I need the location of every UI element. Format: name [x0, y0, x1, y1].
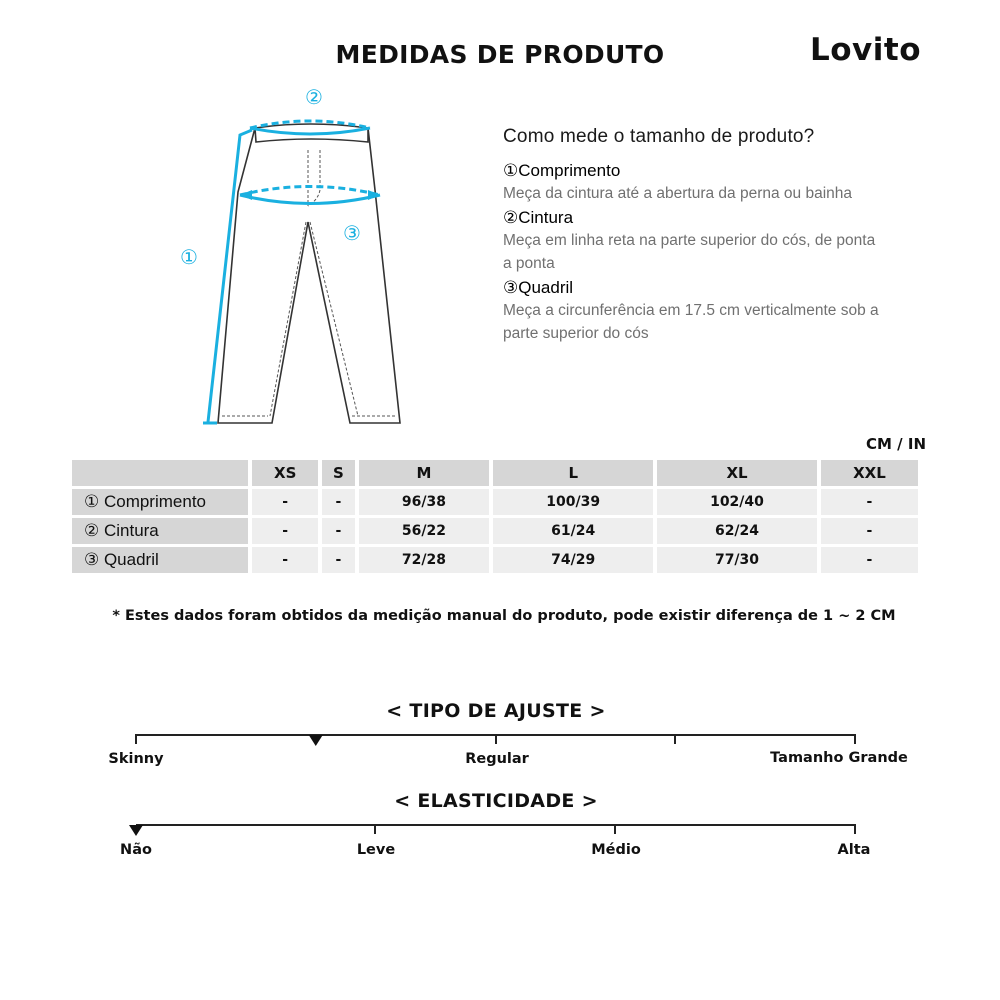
- table-cell: 74/29: [493, 547, 653, 573]
- table-cell: -: [821, 547, 918, 573]
- elasticity-label-high: Alta: [837, 842, 871, 858]
- instruction-title: ②Cintura: [503, 208, 574, 227]
- instruction-length: [503, 160, 883, 205]
- size-header-row: [72, 460, 918, 486]
- length-marker: ①: [180, 245, 198, 269]
- size-header: XXL: [821, 460, 918, 486]
- table-cell: 62/24: [657, 518, 817, 544]
- size-header: S: [322, 460, 354, 486]
- fit-label-regular: Regular: [465, 751, 529, 767]
- table-cell: 102/40: [657, 489, 817, 515]
- pants-outline: [218, 124, 400, 423]
- table-cell: 77/30: [657, 547, 817, 573]
- instruction-hip: [503, 277, 883, 345]
- table-corner-cell: [72, 460, 248, 486]
- fit-label-skinny: Skinny: [108, 751, 164, 767]
- table-cell: 96/38: [359, 489, 490, 515]
- fit-title: < TIPO DE AJUSTE >: [386, 700, 606, 722]
- waist-marker: ②: [305, 85, 323, 109]
- instruction-description: Meça a circunferência em 17.5 cm verticalmente sob a parte superior do cós: [503, 302, 879, 342]
- table-cell: -: [821, 489, 918, 515]
- brand-logo: Lovito: [810, 32, 922, 68]
- measurement-note: * Estes dados foram obtidos da medição manual do produto, pode existir diferença de 1 ~ 2 CM: [112, 608, 896, 624]
- table-row: [72, 489, 918, 515]
- row-label: ① Comprimento: [72, 489, 248, 515]
- table-cell: -: [322, 518, 354, 544]
- table-cell: -: [821, 518, 918, 544]
- page-title: MEDIDAS DE PRODUTO: [335, 40, 665, 69]
- size-table: [68, 457, 922, 576]
- unit-label: CM / IN: [866, 435, 926, 453]
- pants-illustration: [160, 80, 420, 440]
- elasticity-label-light: Leve: [356, 842, 396, 858]
- elasticity-title: < ELASTICIDADE >: [394, 790, 598, 812]
- instruction-description: Meça em linha reta na parte superior do cós, de ponta a ponta: [503, 232, 876, 272]
- table-row: [72, 547, 918, 573]
- table-cell: -: [322, 547, 354, 573]
- table-cell: -: [252, 489, 318, 515]
- hip-marker: ③: [343, 221, 361, 245]
- table-cell: -: [252, 518, 318, 544]
- row-label: ③ Quadril: [72, 547, 248, 573]
- instructions-heading: Como mede o tamanho de produto?: [503, 126, 815, 147]
- table-cell: 100/39: [493, 489, 653, 515]
- table-cell: 61/24: [493, 518, 653, 544]
- size-header: XL: [657, 460, 817, 486]
- instruction-title: ③Quadril: [503, 278, 574, 297]
- size-header: M: [359, 460, 490, 486]
- instruction-title: ①Comprimento: [503, 161, 621, 180]
- table-cell: 72/28: [359, 547, 490, 573]
- row-label: ② Cintura: [72, 518, 248, 544]
- elasticity-marker-icon: [129, 825, 143, 836]
- measure-instructions: [503, 126, 883, 347]
- pants-diagram: [160, 80, 420, 440]
- instruction-waist: [503, 207, 883, 275]
- elasticity-label-none: Não: [120, 842, 152, 858]
- table-cell: -: [322, 489, 354, 515]
- instruction-description: Meça da cintura até a abertura da perna ou bainha: [503, 185, 852, 202]
- table-cell: -: [252, 547, 318, 573]
- fit-label-oversize: Tamanho Grande: [770, 750, 908, 766]
- elasticity-label-medium: Médio: [591, 842, 641, 858]
- fit-marker-icon: [309, 735, 323, 746]
- table-row: [72, 518, 918, 544]
- size-header: L: [493, 460, 653, 486]
- table-cell: 56/22: [359, 518, 490, 544]
- size-header: XS: [252, 460, 318, 486]
